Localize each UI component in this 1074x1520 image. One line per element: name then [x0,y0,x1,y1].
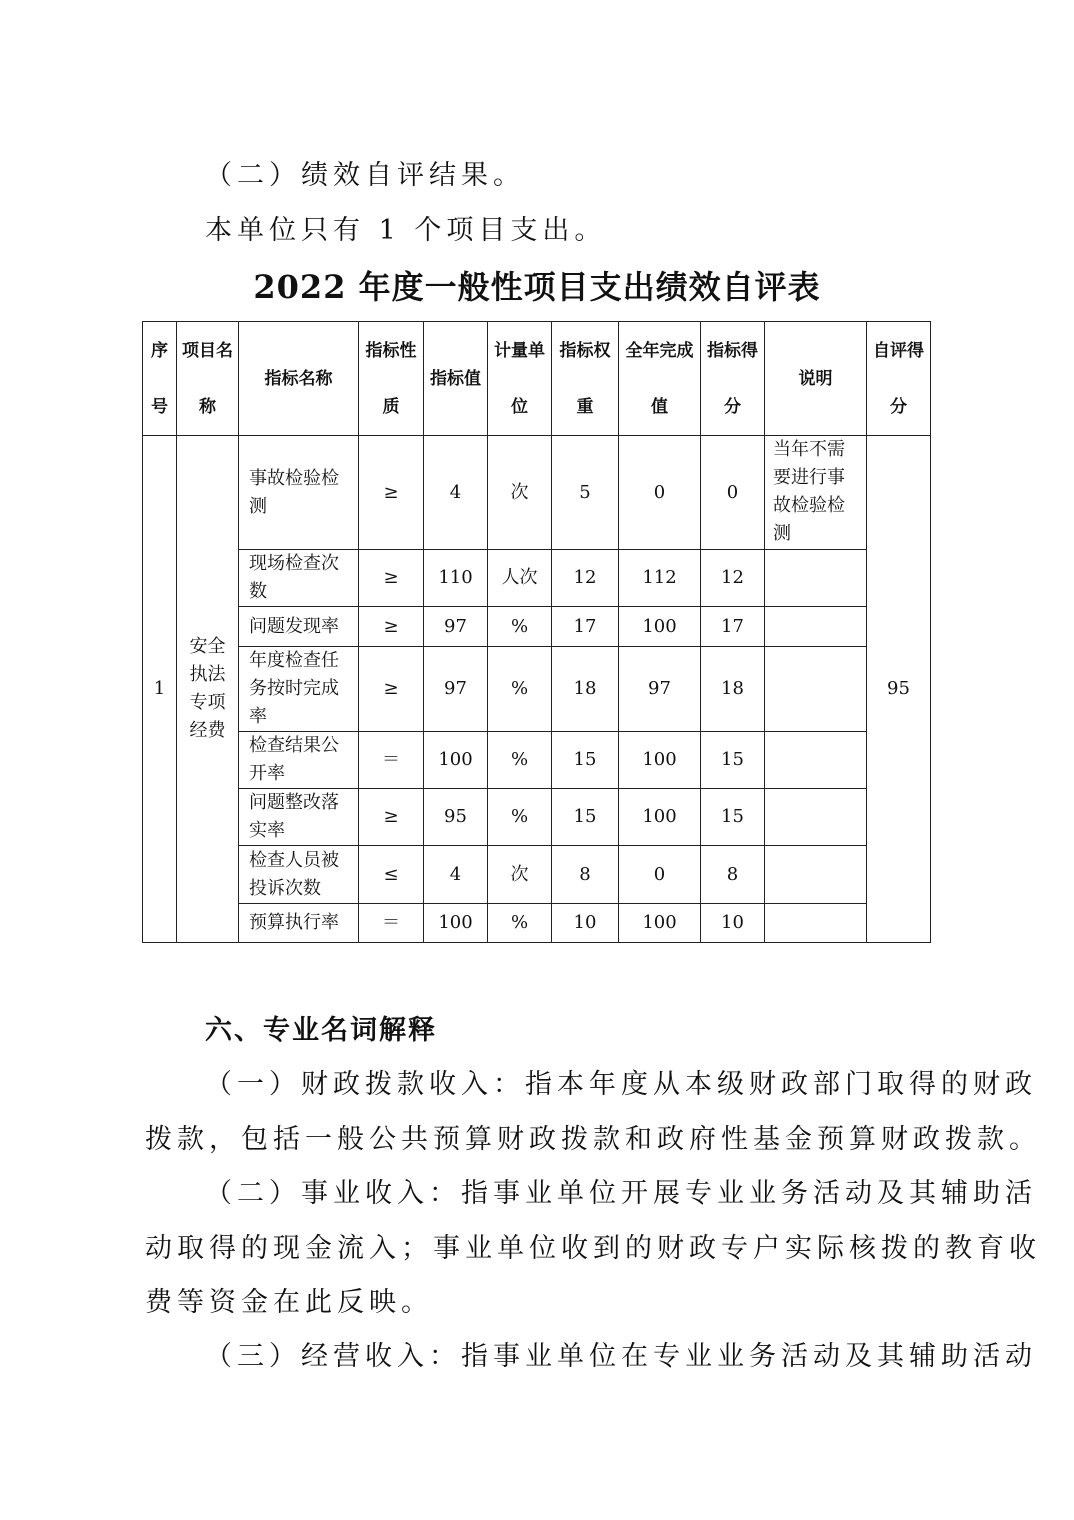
glossary-line: （一）财政拨款收入：指本年度从本级财政部门取得的财政 [205,1069,1037,1100]
indicator-nature: ≥ [359,789,424,846]
table-row [143,436,931,550]
indicator-actual: 97 [619,647,701,732]
indicator-nature: ≥ [359,647,424,732]
indicator-unit: 人次 [488,550,552,607]
indicator-score: 12 [701,550,765,607]
indicator-actual: 100 [619,607,701,647]
header-note: 说明 [765,322,867,436]
indicator-nature: ＝ [359,904,424,943]
indicator-note [765,607,867,647]
indicator-unit: 次 [488,846,552,904]
indicator-note [765,846,867,904]
header-indicator-value: 指标值 [424,322,488,436]
header-indicator-score: 指标得分 [701,322,765,436]
indicator-weight: 18 [552,647,619,732]
indicator-unit: % [488,904,552,943]
indicator-nature: ≥ [359,436,424,550]
indicator-name: 年度检查任务按时完成率 [239,647,359,732]
indicator-unit: % [488,647,552,732]
indicator-score: 8 [701,846,765,904]
indicator-weight: 15 [552,732,619,789]
header-seq: 序号 [143,322,177,436]
indicator-unit: 次 [488,436,552,550]
header-indicator-nature: 指标性质 [359,322,424,436]
indicator-note [765,732,867,789]
table-row [143,607,931,647]
section-heading-self-eval-results: （二）绩效自评结果。 [205,160,525,191]
indicator-value: 97 [424,647,488,732]
indicator-actual: 100 [619,732,701,789]
glossary-line: （三）经营收入：指事业单位在专业业务活动及其辅助活动 [205,1341,1037,1372]
header-indicator-name: 指标名称 [239,322,359,436]
indicator-weight: 15 [552,789,619,846]
indicator-name: 检查结果公开率 [239,732,359,789]
indicator-score: 10 [701,904,765,943]
indicator-nature: ≤ [359,846,424,904]
table-header-row [143,322,931,436]
indicator-nature: ≥ [359,607,424,647]
indicator-weight: 10 [552,904,619,943]
indicator-score: 15 [701,789,765,846]
indicator-name: 问题整改落实率 [239,789,359,846]
project-name-cell: 安全执法专项经费 [177,436,239,943]
indicator-value: 100 [424,904,488,943]
indicator-name: 检查人员被投诉次数 [239,846,359,904]
indicator-unit: % [488,732,552,789]
table-row [143,904,931,943]
header-project-name: 项目名称 [177,322,239,436]
self-score-cell: 95 [867,436,931,943]
indicator-value: 95 [424,789,488,846]
indicator-name: 事故检验检测 [239,436,359,550]
glossary-line: 拨款，包括一般公共预算财政拨款和政府性基金预算财政拨款。 [145,1124,1041,1155]
indicator-value: 100 [424,732,488,789]
indicator-nature: ≥ [359,550,424,607]
indicator-nature: ＝ [359,732,424,789]
table-row [143,550,931,607]
indicator-weight: 8 [552,846,619,904]
indicator-note [765,550,867,607]
indicator-weight: 12 [552,550,619,607]
indicator-score: 0 [701,436,765,550]
indicator-actual: 100 [619,904,701,943]
self-evaluation-table [142,321,931,943]
indicator-name: 问题发现率 [239,607,359,647]
indicator-value: 97 [424,607,488,647]
header-annual-actual: 全年完成值 [619,322,701,436]
header-weight: 指标权重 [552,322,619,436]
seq-cell: 1 [143,436,177,943]
indicator-value: 110 [424,550,488,607]
indicator-unit: % [488,607,552,647]
header-unit: 计量单位 [488,322,552,436]
table-row [143,732,931,789]
indicator-score: 17 [701,607,765,647]
indicator-value: 4 [424,846,488,904]
indicator-value: 4 [424,436,488,550]
indicator-actual: 0 [619,436,701,550]
indicator-name: 预算执行率 [239,904,359,943]
glossary-line: 动取得的现金流入；事业单位收到的财政专户实际核拨的教育收 [145,1233,1041,1264]
indicator-note: 当年不需要进行事故检验检测 [765,436,867,550]
indicator-name: 现场检查次数 [239,550,359,607]
single-project-note: 本单位只有 1 个项目支出。 [205,215,607,246]
table-row [143,647,931,732]
header-self-score: 自评得分 [867,322,931,436]
glossary-line: （二）事业收入：指事业单位开展专业业务活动及其辅助活 [205,1178,1037,1209]
indicator-actual: 100 [619,789,701,846]
table-title: 2022 年度一般性项目支出绩效自评表 [253,268,821,306]
indicator-score: 18 [701,647,765,732]
table-row [143,846,931,904]
indicator-unit: % [488,789,552,846]
indicator-note [765,647,867,732]
indicator-actual: 112 [619,550,701,607]
section-heading-glossary: 六、专业名词解释 [205,1015,437,1046]
indicator-actual: 0 [619,846,701,904]
indicator-weight: 17 [552,607,619,647]
indicator-score: 15 [701,732,765,789]
table-row [143,789,931,846]
indicator-weight: 5 [552,436,619,550]
indicator-note [765,789,867,846]
indicator-note [765,904,867,943]
glossary-line: 费等资金在此反映。 [145,1287,433,1318]
